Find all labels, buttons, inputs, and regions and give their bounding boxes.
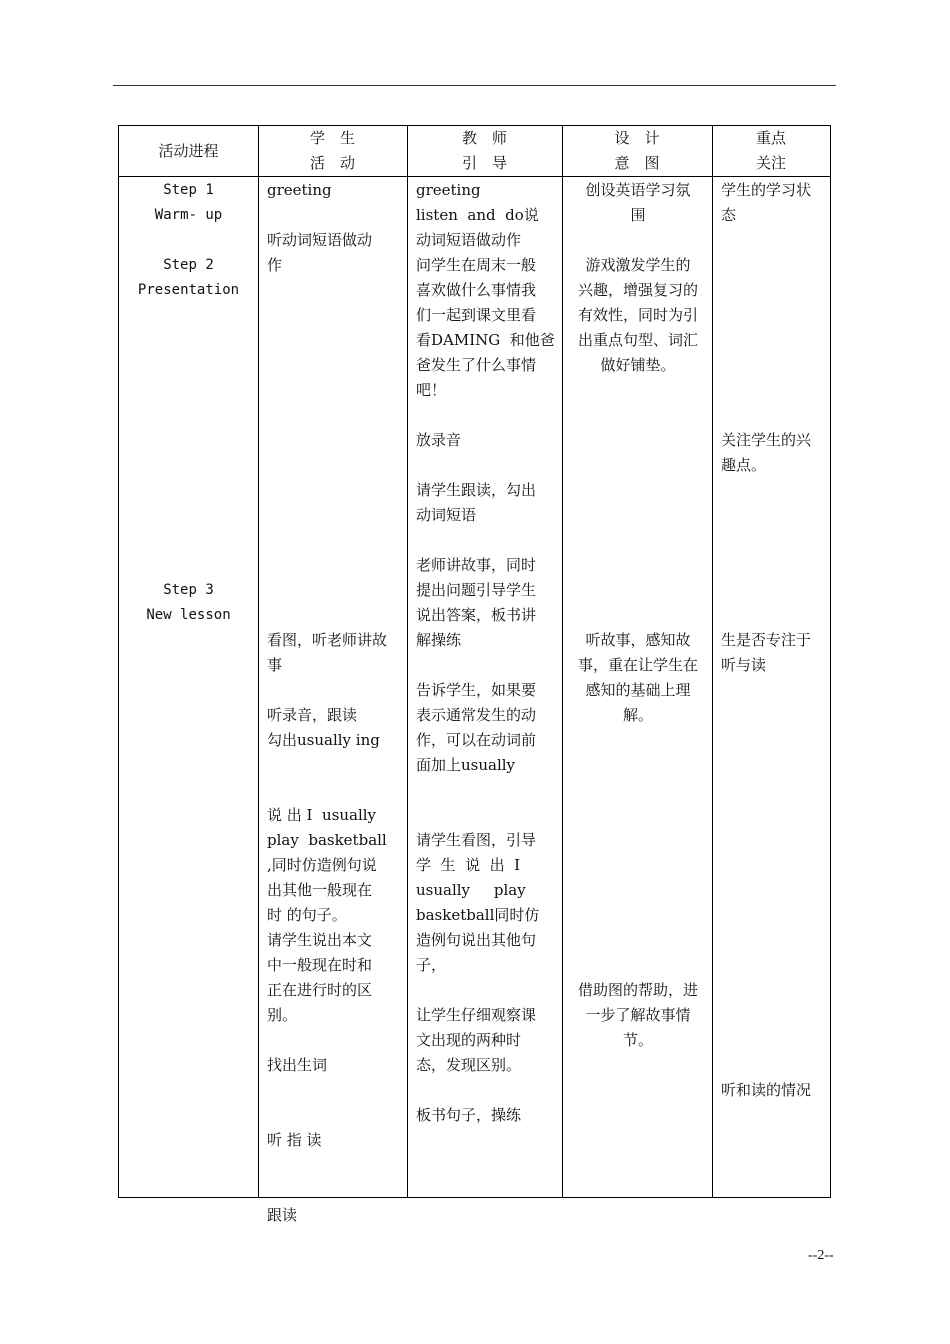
cell-line <box>721 253 831 278</box>
student-activity-cell <box>267 178 402 1228</box>
cell-line: 借助图的帮助，进 <box>577 981 698 999</box>
cell-line <box>267 603 402 628</box>
cell-line: 学 生 说 出 I <box>416 856 521 874</box>
column-divider <box>562 126 563 1197</box>
cell-line: 听和读的情况 <box>721 1081 812 1099</box>
cell-line: 造例句说出其他句 <box>416 931 537 949</box>
cell-line: 时 的句子。 <box>267 906 347 924</box>
cell-line <box>267 528 402 553</box>
cell-line <box>119 353 258 378</box>
header-divider <box>119 176 830 177</box>
cell-line <box>119 328 258 353</box>
column-divider <box>258 126 259 1197</box>
cell-line <box>267 403 402 428</box>
cell-line <box>416 453 558 478</box>
header-design-intent <box>562 126 712 176</box>
cell-line <box>119 553 258 578</box>
cell-line <box>267 578 402 603</box>
cell-line: 让学生仔细观察课 <box>416 1006 537 1024</box>
cell-line: 听录音，跟读 <box>267 706 358 724</box>
cell-line <box>267 278 402 303</box>
cell-line: 创设英语学习氛 <box>585 181 691 199</box>
cell-line: 兴趣，增强复习的 <box>577 281 698 299</box>
cell-line <box>119 228 258 253</box>
cell-line: 板书句子，操练 <box>416 1106 522 1124</box>
activity-process-cell <box>119 178 258 628</box>
header-key-focus <box>712 126 830 176</box>
cell-line <box>721 328 831 353</box>
cell-line <box>721 478 831 503</box>
cell-line <box>267 203 402 228</box>
cell-line: 解。 <box>622 706 653 724</box>
cell-line <box>568 953 708 978</box>
cell-line <box>119 528 258 553</box>
cell-line <box>119 378 258 403</box>
cell-line <box>721 503 831 528</box>
cell-line <box>568 228 708 253</box>
cell-line <box>568 853 708 878</box>
cell-line <box>568 803 708 828</box>
cell-line: 子， <box>416 956 447 974</box>
cell-line: 告诉学生，如果要 <box>416 681 537 699</box>
cell-line <box>568 378 708 403</box>
cell-line <box>568 878 708 903</box>
cell-line: 提出问题引导学生 <box>416 581 537 599</box>
cell-line <box>721 278 831 303</box>
column-divider <box>407 126 408 1197</box>
cell-line <box>119 428 258 453</box>
cell-line <box>416 778 558 803</box>
cell-line: 文出现的两种时 <box>416 1031 522 1049</box>
cell-line: 作，可以在动词前 <box>416 731 537 749</box>
cell-line: 面加上usually <box>416 756 516 774</box>
cell-line <box>721 578 831 603</box>
cell-line: 找出生词 <box>267 1056 328 1074</box>
cell-line: 请学生看图，引导 <box>416 831 537 849</box>
cell-line: 听动词短语做动 <box>267 231 373 249</box>
key-focus-cell <box>721 178 831 1103</box>
cell-line <box>721 378 831 403</box>
cell-line <box>267 453 402 478</box>
cell-line: 听故事，感知故 <box>585 631 691 649</box>
header-label: 活 动 <box>309 154 355 172</box>
cell-line: 听 指 读 <box>267 1131 322 1149</box>
cell-line <box>721 728 831 753</box>
cell-line: 说 出 I usually <box>267 806 377 824</box>
cell-line <box>119 503 258 528</box>
cell-line <box>267 328 402 353</box>
cell-line: 态 <box>721 206 737 224</box>
cell-line <box>119 453 258 478</box>
cell-line: 放录音 <box>416 431 462 449</box>
cell-line <box>568 753 708 778</box>
cell-line: 围 <box>630 206 646 224</box>
cell-line <box>721 1053 831 1078</box>
cell-line <box>568 553 708 578</box>
cell-line: Presentation <box>137 282 240 298</box>
header-activity-process <box>119 126 258 176</box>
cell-line <box>416 803 558 828</box>
cell-line: 动词短语 <box>416 506 477 524</box>
header-label: 引 导 <box>461 154 507 172</box>
cell-line <box>416 403 558 428</box>
cell-line <box>267 778 402 803</box>
cell-line <box>721 703 831 728</box>
cell-line <box>119 478 258 503</box>
cell-line <box>568 453 708 478</box>
cell-line: 爸发生了什么事情 <box>416 356 537 374</box>
cell-line: 看DAMING 和他爸 <box>416 331 555 349</box>
cell-line: 感知的基础上理 <box>585 681 691 699</box>
cell-line: 请学生跟读，勾出 <box>416 481 537 499</box>
cell-line <box>416 653 558 678</box>
cell-line <box>721 403 831 428</box>
cell-line <box>267 428 402 453</box>
cell-line <box>416 528 558 553</box>
cell-line <box>119 403 258 428</box>
lesson-plan-table <box>118 125 831 1224</box>
cell-line <box>267 478 402 503</box>
cell-line: greeting <box>267 181 332 199</box>
cell-line: 中一般现在时和 <box>267 956 373 974</box>
cell-line: 节。 <box>622 1031 653 1049</box>
column-divider <box>712 126 713 1197</box>
cell-line <box>721 928 831 953</box>
cell-line <box>568 578 708 603</box>
page-number: --2-- <box>808 1248 834 1263</box>
cell-line <box>721 553 831 578</box>
cell-line <box>721 828 831 853</box>
cell-line: 看图，听老师讲故 <box>267 631 388 649</box>
cell-line <box>568 903 708 928</box>
cell-line: 吧！ <box>416 381 447 399</box>
header-rule <box>113 85 836 86</box>
cell-line: play basketball <box>267 831 387 849</box>
cell-line <box>721 678 831 703</box>
cell-line <box>568 428 708 453</box>
cell-line: Step 3 <box>163 582 214 598</box>
cell-line <box>267 753 402 778</box>
header-label: 学 生 <box>309 129 355 147</box>
cell-line <box>721 878 831 903</box>
cell-line <box>267 1028 402 1053</box>
cell-line: listen and do说 <box>416 206 539 224</box>
cell-line: New lesson <box>146 607 231 623</box>
design-intent-cell <box>568 178 708 1053</box>
cell-line <box>119 303 258 328</box>
cell-line <box>416 978 558 1003</box>
cell-line: ,同时仿造例句说 <box>267 856 377 874</box>
cell-line: 跟读 <box>267 1206 298 1224</box>
cell-line: basketball同时仿 <box>416 906 540 924</box>
cell-line <box>568 728 708 753</box>
cell-line <box>721 228 831 253</box>
cell-line: 生是否专注于 <box>721 631 812 649</box>
cell-line <box>721 978 831 1003</box>
header-teacher-guidance <box>407 126 562 176</box>
cell-line: 动词短语做动作 <box>416 231 522 249</box>
cell-line <box>721 1003 831 1028</box>
cell-line <box>267 303 402 328</box>
teacher-guidance-cell <box>416 178 558 1128</box>
cell-line: 解操练 <box>416 631 462 649</box>
cell-line <box>267 678 402 703</box>
header-label: 意 图 <box>614 154 660 172</box>
cell-line <box>568 528 708 553</box>
cell-line <box>568 403 708 428</box>
cell-line <box>267 503 402 528</box>
cell-line <box>568 603 708 628</box>
header-label: 设 计 <box>614 129 660 147</box>
cell-line: 态，发现区别。 <box>416 1056 522 1074</box>
cell-line <box>721 903 831 928</box>
cell-line: Step 2 <box>163 257 214 273</box>
header-label: 活动进程 <box>158 141 219 160</box>
cell-line: 一步了解故事情 <box>585 1006 691 1024</box>
cell-line <box>568 503 708 528</box>
cell-line <box>267 378 402 403</box>
cell-line <box>721 778 831 803</box>
header-label: 关注 <box>755 154 786 172</box>
cell-line: 关注学生的兴 <box>721 431 812 449</box>
cell-line: 们一起到课文里看 <box>416 306 537 324</box>
cell-line: 出其他一般现在 <box>267 881 373 899</box>
cell-line <box>267 1078 402 1103</box>
cell-line: Warm- up <box>154 207 223 223</box>
cell-line <box>721 753 831 778</box>
cell-line <box>267 553 402 578</box>
cell-line: 有效性，同时为引 <box>577 306 698 324</box>
cell-line <box>721 853 831 878</box>
cell-line: 别。 <box>267 1006 298 1024</box>
cell-line: 勾出usually ing <box>267 731 380 749</box>
cell-line: 游戏激发学生的 <box>585 256 691 274</box>
cell-line: 请学生说出本文 <box>267 931 373 949</box>
cell-line: greeting <box>416 181 481 199</box>
cell-line: usually play <box>416 881 526 899</box>
cell-line: 事，重在让学生在 <box>577 656 698 674</box>
cell-line: 正在进行时的区 <box>267 981 373 999</box>
cell-line: 趣点。 <box>721 456 767 474</box>
cell-line: 出重点句型、词汇 <box>577 331 698 349</box>
cell-line <box>568 478 708 503</box>
header-label: 重点 <box>755 129 786 147</box>
cell-line <box>721 953 831 978</box>
cell-line: 学生的学习状 <box>721 181 812 199</box>
cell-line: 做好铺垫。 <box>600 356 676 374</box>
cell-line <box>267 1103 402 1128</box>
cell-line <box>721 603 831 628</box>
cell-line <box>267 353 402 378</box>
cell-line <box>416 1078 558 1103</box>
cell-line: 喜欢做什么事情我 <box>416 281 537 299</box>
cell-line <box>721 353 831 378</box>
header-label: 教 师 <box>461 129 507 147</box>
cell-line: 表示通常发生的动 <box>416 706 537 724</box>
cell-line <box>568 928 708 953</box>
cell-line <box>267 1153 402 1178</box>
cell-line: 事 <box>267 656 283 674</box>
cell-line <box>267 1178 402 1203</box>
cell-line: 说出答案，板书讲 <box>416 606 537 624</box>
cell-line <box>568 778 708 803</box>
header-student-activity <box>258 126 407 176</box>
cell-line: 作 <box>267 256 283 274</box>
cell-line <box>721 803 831 828</box>
cell-line <box>721 1028 831 1053</box>
cell-line <box>721 303 831 328</box>
cell-line <box>568 828 708 853</box>
cell-line: 听与读 <box>721 656 767 674</box>
cell-line: 问学生在周末一般 <box>416 256 537 274</box>
cell-line: 老师讲故事，同时 <box>416 556 537 574</box>
cell-line <box>721 528 831 553</box>
cell-line: Step 1 <box>163 182 214 198</box>
